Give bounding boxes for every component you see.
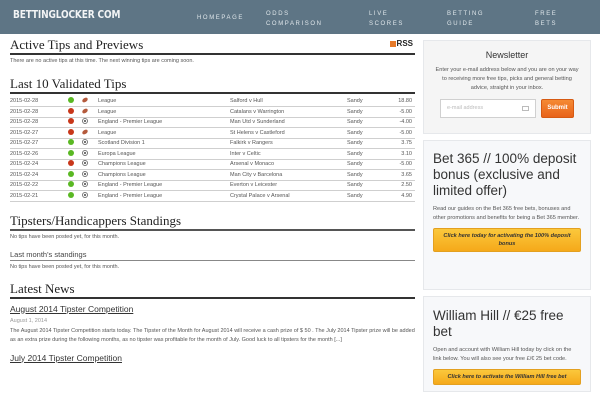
tip-tipster: Sandy — [347, 117, 385, 128]
tip-match[interactable]: St Helens v Castleford — [230, 128, 347, 139]
tip-tipster: Sandy — [347, 191, 385, 202]
sport-cell — [82, 117, 98, 128]
tip-profit: -5.00 — [385, 159, 415, 170]
latest-news-title: Latest News — [10, 282, 415, 299]
nav-odds-comparison[interactable] — [266, 9, 323, 29]
rss-icon — [390, 41, 396, 47]
tip-tipster: Sandy — [347, 180, 385, 191]
tip-match[interactable]: Falkirk v Rangers — [230, 138, 347, 149]
tip-league: Champions League — [98, 159, 230, 170]
sport-cell — [82, 96, 98, 107]
sport-cell — [82, 180, 98, 191]
tip-profit: 2.50 — [385, 180, 415, 191]
bet365-promo-title: Bet 365 // 100% deposit bonus (exclusive and limited offer) — [433, 151, 577, 198]
soccer-icon — [82, 192, 88, 198]
table-row — [10, 138, 415, 149]
tip-date: 2015-02-21 — [10, 191, 68, 202]
table-row — [10, 149, 415, 160]
tip-tipster: Sandy — [347, 159, 385, 170]
williamhill-promo-widget — [423, 296, 591, 392]
result-win-icon — [68, 97, 74, 103]
result-loss-icon — [68, 129, 74, 135]
nav-free-bets[interactable] — [535, 9, 557, 29]
table-row — [10, 191, 415, 202]
result-win-icon — [68, 181, 74, 187]
last-month-standings-note: No tips have been posted yet, for this month. — [10, 263, 120, 270]
active-tips-note: There are no active tips at this time. The next winning tips are coming soon. — [10, 58, 194, 64]
tip-date: 2015-02-26 — [10, 149, 68, 160]
email-placeholder: e-mail address — [447, 105, 484, 111]
news-item-title-link[interactable]: July 2014 Tipster Competition — [10, 352, 122, 363]
active-tips-section — [10, 38, 415, 64]
last-month-standings-title: Last month's standings — [10, 250, 415, 261]
sport-cell — [82, 170, 98, 181]
sport-cell — [82, 149, 98, 160]
soccer-icon — [82, 160, 88, 166]
nav-label-line1: BETTING — [447, 11, 485, 17]
tip-league: England - Premier League — [98, 191, 230, 202]
tip-date: 2015-02-28 — [10, 107, 68, 118]
tip-league: England - Premier League — [98, 180, 230, 191]
sport-cell — [82, 107, 98, 118]
tip-match[interactable]: Inter v Celtic — [230, 149, 347, 160]
table-row — [10, 159, 415, 170]
tip-profit: 18.80 — [385, 96, 415, 107]
soccer-icon — [82, 181, 88, 187]
table-row — [10, 128, 415, 139]
result-cell — [68, 170, 82, 181]
validated-tips-section — [10, 77, 415, 202]
validated-tips-table — [10, 96, 415, 202]
result-loss-icon — [68, 160, 74, 166]
tip-league: England - Premier League — [98, 117, 230, 128]
envelope-icon — [522, 106, 529, 111]
sport-cell — [82, 128, 98, 139]
tip-date: 2015-02-22 — [10, 180, 68, 191]
table-row — [10, 107, 415, 118]
tip-profit: -5.00 — [385, 128, 415, 139]
standings-section — [10, 214, 415, 270]
tip-match[interactable]: Man Utd v Sunderland — [230, 117, 347, 128]
tip-tipster: Sandy — [347, 138, 385, 149]
submit-button[interactable]: Submit — [541, 99, 574, 118]
table-row — [10, 180, 415, 191]
nav-label-line2: BETS — [535, 21, 558, 27]
tip-league: League — [98, 96, 230, 107]
news-item-excerpt: The August 2014 Tipster Competition starts today. The Tipster of the Month for August 2014 will receive a cash prize of $ 50 . The July 2014 Tipster prize will be added as an extra prize during the following months, as no tipster was profitable for the month of July. Good luck to all tipsters for the month [...] — [10, 327, 415, 343]
result-cell — [68, 149, 82, 160]
tip-tipster: Sandy — [347, 96, 385, 107]
williamhill-promo-title: William Hill // €25 free bet — [433, 308, 564, 339]
active-tips-title: Active Tips and Previews — [10, 38, 415, 55]
bet365-promo-text: Read our guides on the Bet 365 free bets, bonuses and other promotions and benefits for being a Bet 365 member. — [433, 206, 580, 221]
tip-league: Scotland Division 1 — [98, 138, 230, 149]
tip-profit: 3.10 — [385, 149, 415, 160]
tip-league: Champions League — [98, 170, 230, 181]
email-input[interactable] — [440, 99, 536, 118]
tip-match[interactable]: Salford v Hull — [230, 96, 347, 107]
tip-date: 2015-02-24 — [10, 170, 68, 181]
nav-label-line2: HOMEPAGE — [197, 15, 245, 21]
tip-match[interactable]: Crystal Palace v Arsenal — [230, 191, 347, 202]
tip-match[interactable]: Man City v Barcelona — [230, 170, 347, 181]
result-win-icon — [68, 192, 74, 198]
tip-date: 2015-02-28 — [10, 96, 68, 107]
sidebar — [423, 40, 591, 398]
nav-label-line2: SCORES — [369, 21, 404, 27]
tip-date: 2015-02-27 — [10, 128, 68, 139]
nav-label-line1: LIVE — [369, 11, 389, 17]
tip-league: League — [98, 128, 230, 139]
table-row — [10, 117, 415, 128]
rss-link[interactable] — [390, 39, 413, 48]
news-item-title-link[interactable]: August 2014 Tipster Competition — [10, 303, 134, 314]
result-cell — [68, 117, 82, 128]
result-cell — [68, 138, 82, 149]
tip-profit: 3.65 — [385, 170, 415, 181]
standings-title: Tipsters/Handicappers Standings — [10, 214, 415, 231]
result-cell — [68, 96, 82, 107]
validated-tips-title: Last 10 Validated Tips — [10, 77, 415, 94]
nav-homepage[interactable] — [197, 13, 244, 23]
standings-note: No tips have been posted yet, for this month. — [10, 233, 120, 240]
tip-date: 2015-02-27 — [10, 138, 68, 149]
tip-league: Europa League — [98, 149, 230, 160]
news-item-date: August 1, 2014 — [10, 317, 48, 324]
nav-label-line2: COMPARISON — [266, 21, 323, 27]
result-cell — [68, 128, 82, 139]
tip-date: 2015-02-28 — [10, 117, 68, 128]
table-row — [10, 170, 415, 181]
newsletter-description: Enter your e-mail address below and you are on your way to receiving more free tips, picks and general betting advice, straight in your inbox. — [435, 67, 579, 91]
tip-league: League — [98, 107, 230, 118]
tip-profit: 4.90 — [385, 191, 415, 202]
tip-match[interactable]: Everton v Leicester — [230, 180, 347, 191]
rugby-icon — [81, 107, 88, 114]
soccer-icon — [82, 118, 88, 124]
tip-tipster: Sandy — [347, 128, 385, 139]
nav-label-line1: ODDS — [266, 11, 290, 17]
tip-profit: 3.75 — [385, 138, 415, 149]
sport-cell — [82, 138, 98, 149]
bet365-promo-widget — [423, 140, 591, 290]
nav-label-line2: GUIDE — [447, 21, 475, 27]
result-cell — [68, 191, 82, 202]
rugby-icon — [81, 97, 88, 104]
result-loss-icon — [68, 118, 74, 124]
site-logo[interactable]: BETTINGLOCKER COM — [13, 8, 121, 21]
nav-betting-guide[interactable] — [447, 9, 484, 29]
tip-tipster: Sandy — [347, 149, 385, 160]
bet365-activate-button[interactable]: Click here today for activating the 100% deposit bonus — [433, 228, 581, 252]
result-win-icon — [68, 171, 74, 177]
top-navigation-bar — [0, 0, 600, 34]
nav-live-scores[interactable] — [369, 9, 404, 29]
tip-tipster: Sandy — [347, 107, 385, 118]
result-cell — [68, 180, 82, 191]
soccer-icon — [82, 139, 88, 145]
newsletter-form — [433, 99, 581, 118]
tip-tipster: Sandy — [347, 170, 385, 181]
newsletter-title: Newsletter — [485, 50, 529, 60]
result-win-icon — [68, 139, 74, 145]
sport-cell — [82, 191, 98, 202]
result-cell — [68, 107, 82, 118]
nav-label-line1: FREE — [535, 11, 558, 17]
tip-profit: -5.00 — [385, 107, 415, 118]
rss-label: RSS — [396, 39, 413, 48]
tip-match[interactable]: Catalans v Warrington — [230, 107, 347, 118]
result-loss-icon — [68, 108, 74, 114]
sport-cell — [82, 159, 98, 170]
soccer-icon — [82, 171, 88, 177]
tip-date: 2015-02-24 — [10, 159, 68, 170]
rugby-icon — [81, 128, 88, 135]
newsletter-widget — [423, 40, 591, 134]
williamhill-promo-text: Open and account with William Hill today by click on the link below. You will also see your free £/€ 25 bet code. — [433, 347, 572, 362]
williamhill-activate-button[interactable]: Click here to activate the William Hill free bet — [433, 369, 581, 385]
result-win-icon — [68, 150, 74, 156]
table-row — [10, 96, 415, 107]
tip-profit: -4.00 — [385, 117, 415, 128]
main-content — [10, 38, 415, 363]
latest-news-section — [10, 282, 415, 363]
tip-match[interactable]: Arsenal v Monaco — [230, 159, 347, 170]
soccer-icon — [82, 150, 88, 156]
result-cell — [68, 159, 82, 170]
